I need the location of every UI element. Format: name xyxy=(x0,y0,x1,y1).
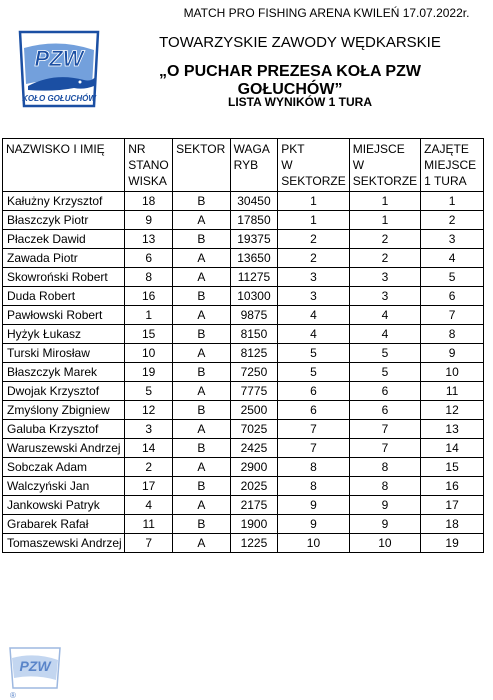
table-row xyxy=(3,401,484,420)
table-cell: 6 xyxy=(349,382,420,401)
table-row xyxy=(3,534,484,553)
event-header xyxy=(0,6,493,20)
competitor-name: Grabarek Rafał xyxy=(3,515,125,534)
table-cell: 8 xyxy=(278,458,349,477)
column-header xyxy=(230,139,278,192)
competitor-name: Jankowski Patryk xyxy=(3,496,125,515)
table-cell: 7 xyxy=(421,306,484,325)
table-cell: 5 xyxy=(349,344,420,363)
table-cell: B xyxy=(173,477,231,496)
table-cell: 16 xyxy=(421,477,484,496)
column-header-line: PKT xyxy=(281,142,305,156)
table-cell: 13 xyxy=(421,420,484,439)
column-header xyxy=(278,139,349,192)
event-title: „O PUCHAR PREZESA KOŁA PZW GOŁUCHÓW” xyxy=(159,63,421,98)
competitor-name: Duda Robert xyxy=(3,287,125,306)
table-cell: 10 xyxy=(421,363,484,382)
column-header-line: STANO xyxy=(128,158,169,172)
table-cell: 3 xyxy=(278,268,349,287)
table-cell: 7 xyxy=(349,420,420,439)
competitor-name: Kałużny Krzysztof xyxy=(3,192,125,211)
column-header xyxy=(173,139,231,192)
competitor-name: Galuba Krzysztof xyxy=(3,420,125,439)
table-cell: 12 xyxy=(421,401,484,420)
table-cell: 12 xyxy=(125,401,173,420)
table-cell: 1225 xyxy=(230,534,278,553)
table-cell: 4 xyxy=(349,306,420,325)
table-cell: A xyxy=(173,458,231,477)
column-header-line: SEKTORZE xyxy=(281,174,346,188)
table-cell: A xyxy=(173,268,231,287)
table-cell: 2 xyxy=(125,458,173,477)
column-header-line: WISKA xyxy=(128,174,167,188)
table-cell: 13650 xyxy=(230,249,278,268)
competitor-name: Tomaszewski Andrzej xyxy=(3,534,125,553)
table-cell: 8 xyxy=(421,325,484,344)
table-row xyxy=(3,515,484,534)
competitor-name: Zawada Piotr xyxy=(3,249,125,268)
table-cell: 11 xyxy=(421,382,484,401)
table-cell: 7 xyxy=(278,439,349,458)
competitor-name: Dwojak Krzysztof xyxy=(3,382,125,401)
competitor-name: Hyżyk Łukasz xyxy=(3,325,125,344)
table-cell: 8 xyxy=(125,268,173,287)
table-cell: 3 xyxy=(278,287,349,306)
table-cell: 10 xyxy=(278,534,349,553)
table-cell: 19 xyxy=(125,363,173,382)
column-header-line: MIEJSCE xyxy=(424,158,477,172)
table-cell: 2025 xyxy=(230,477,278,496)
table-row xyxy=(3,420,484,439)
pzw-logo-watermark xyxy=(2,644,68,700)
table-cell: 4 xyxy=(421,249,484,268)
table-cell: 3 xyxy=(125,420,173,439)
event-line: MATCH PRO FISHING ARENA KWILEŃ 17.07.2022r. xyxy=(183,6,470,20)
logo-text-bottom: KOŁO GOŁUCHÓW xyxy=(22,94,96,103)
table-row xyxy=(3,211,484,230)
table-cell: 6 xyxy=(421,287,484,306)
table-cell: 6 xyxy=(125,249,173,268)
table-cell: A xyxy=(173,211,231,230)
table-cell: 3 xyxy=(421,230,484,249)
table-cell: 1 xyxy=(125,306,173,325)
table-header-row xyxy=(3,139,484,192)
table-cell: 6 xyxy=(278,382,349,401)
table-row xyxy=(3,439,484,458)
competitor-name: Błaszczyk Marek xyxy=(3,363,125,382)
column-header-line: W xyxy=(352,158,365,172)
table-cell: 5 xyxy=(278,363,349,382)
table-cell: B xyxy=(173,230,231,249)
column-header-line: MIEJSCE xyxy=(352,142,405,156)
column-header-line: 1 TURA xyxy=(424,174,467,188)
table-cell: 1 xyxy=(349,192,420,211)
competitor-name: Pawłowski Robert xyxy=(3,306,125,325)
column-header xyxy=(3,139,125,192)
logo-text-top: PZW xyxy=(34,46,84,71)
table-cell: 3 xyxy=(349,268,420,287)
table-cell: 7 xyxy=(278,420,349,439)
table-cell: 2 xyxy=(278,249,349,268)
table-cell: B xyxy=(173,363,231,382)
table-row xyxy=(3,287,484,306)
column-header-line: NAZWISKO I IMIĘ xyxy=(6,142,105,156)
table-cell: 2175 xyxy=(230,496,278,515)
table-cell: B xyxy=(173,439,231,458)
table-cell: 7025 xyxy=(230,420,278,439)
table-cell: 6 xyxy=(278,401,349,420)
table-cell: 9 xyxy=(278,496,349,515)
table-cell: 1900 xyxy=(230,515,278,534)
table-cell: 1 xyxy=(349,211,420,230)
table-cell: A xyxy=(173,344,231,363)
table-cell: 18 xyxy=(421,515,484,534)
registered-mark: ® xyxy=(10,691,16,700)
table-cell: 15 xyxy=(421,458,484,477)
table-cell: 4 xyxy=(349,325,420,344)
table-cell: 7 xyxy=(125,534,173,553)
table-cell: 5 xyxy=(125,382,173,401)
table-cell: 9875 xyxy=(230,306,278,325)
event-subtitle: TOWARZYSKIE ZAWODY WĘDKARSKIE xyxy=(159,34,441,51)
table-cell: 17850 xyxy=(230,211,278,230)
table-cell: 2 xyxy=(349,230,420,249)
table-cell: 1 xyxy=(421,192,484,211)
table-cell: 4 xyxy=(278,306,349,325)
table-cell: A xyxy=(173,306,231,325)
table-cell: 1 xyxy=(278,211,349,230)
competitor-name: Skowroński Robert xyxy=(3,268,125,287)
table-cell: 7 xyxy=(349,439,420,458)
column-header-line: ZAJĘTE xyxy=(424,142,469,156)
table-cell: 2 xyxy=(421,211,484,230)
table-row xyxy=(3,306,484,325)
table-row xyxy=(3,325,484,344)
competitor-name: Płaczek Dawid xyxy=(3,230,125,249)
table-cell: B xyxy=(173,192,231,211)
table-cell: 19 xyxy=(421,534,484,553)
table-cell: 8 xyxy=(349,458,420,477)
table-cell: 18 xyxy=(125,192,173,211)
table-cell: 15 xyxy=(125,325,173,344)
table-cell: B xyxy=(173,287,231,306)
table-row xyxy=(3,496,484,515)
table-cell: 13 xyxy=(125,230,173,249)
table-cell: 8150 xyxy=(230,325,278,344)
table-cell: 1 xyxy=(278,192,349,211)
table-cell: 8125 xyxy=(230,344,278,363)
table-cell: A xyxy=(173,534,231,553)
table-row xyxy=(3,363,484,382)
table-cell: 3 xyxy=(349,287,420,306)
table-row xyxy=(3,230,484,249)
table-cell: B xyxy=(173,515,231,534)
table-row xyxy=(3,192,484,211)
table-row xyxy=(3,458,484,477)
table-cell: A xyxy=(173,382,231,401)
table-cell: A xyxy=(173,249,231,268)
table-cell: 2900 xyxy=(230,458,278,477)
results-list-title: LISTA WYNIKÓW 1 TURA xyxy=(228,95,372,109)
table-row xyxy=(3,477,484,496)
table-cell: 2 xyxy=(349,249,420,268)
table-cell: 19375 xyxy=(230,230,278,249)
table-cell: 7250 xyxy=(230,363,278,382)
table-row xyxy=(3,344,484,363)
competitor-name: Błaszczyk Piotr xyxy=(3,211,125,230)
column-header-line: SEKTOR xyxy=(176,142,226,156)
table-cell: B xyxy=(173,325,231,344)
table-cell: 4 xyxy=(125,496,173,515)
table-cell: 9 xyxy=(349,496,420,515)
column-header xyxy=(125,139,173,192)
column-header-line: NR xyxy=(128,142,146,156)
table-cell: 9 xyxy=(349,515,420,534)
table-row xyxy=(3,382,484,401)
table-cell: 5 xyxy=(421,268,484,287)
table-cell: 9 xyxy=(278,515,349,534)
competitor-name: Sobczak Adam xyxy=(3,458,125,477)
table-row xyxy=(3,268,484,287)
table-cell: 14 xyxy=(125,439,173,458)
table-cell: 10 xyxy=(125,344,173,363)
table-cell: 10 xyxy=(349,534,420,553)
column-header-line: RYB xyxy=(233,158,259,172)
competitor-name: Turski Mirosław xyxy=(3,344,125,363)
table-cell: B xyxy=(173,401,231,420)
table-row xyxy=(3,249,484,268)
table-cell: 16 xyxy=(125,287,173,306)
column-header-line: WAGA xyxy=(233,142,270,156)
watermark-text: PZW xyxy=(19,658,51,674)
table-cell: 30450 xyxy=(230,192,278,211)
column-header-line: SEKTORZE xyxy=(352,174,418,188)
table-cell: 2425 xyxy=(230,439,278,458)
table-cell: A xyxy=(173,420,231,439)
table-cell: 10300 xyxy=(230,287,278,306)
table-cell: 4 xyxy=(278,325,349,344)
competitor-name: Waruszewski Andrzej xyxy=(3,439,125,458)
table-cell: 14 xyxy=(421,439,484,458)
results-table xyxy=(2,138,484,553)
column-header xyxy=(421,139,484,192)
table-cell: 8 xyxy=(349,477,420,496)
pzw-logo xyxy=(14,28,104,116)
table-cell: 17 xyxy=(125,477,173,496)
column-header xyxy=(349,139,420,192)
table-cell: 9 xyxy=(125,211,173,230)
column-header-line: W xyxy=(281,158,293,172)
table-cell: 11275 xyxy=(230,268,278,287)
table-cell: 17 xyxy=(421,496,484,515)
table-cell: 5 xyxy=(349,363,420,382)
table-cell: 6 xyxy=(349,401,420,420)
competitor-name: Zmyślony Zbigniew xyxy=(3,401,125,420)
table-cell: 2500 xyxy=(230,401,278,420)
competitor-name: Walczyński Jan xyxy=(3,477,125,496)
table-cell: 9 xyxy=(421,344,484,363)
table-cell: 5 xyxy=(278,344,349,363)
table-cell: A xyxy=(173,496,231,515)
table-cell: 7775 xyxy=(230,382,278,401)
table-cell: 8 xyxy=(278,477,349,496)
table-cell: 2 xyxy=(278,230,349,249)
table-cell: 11 xyxy=(125,515,173,534)
